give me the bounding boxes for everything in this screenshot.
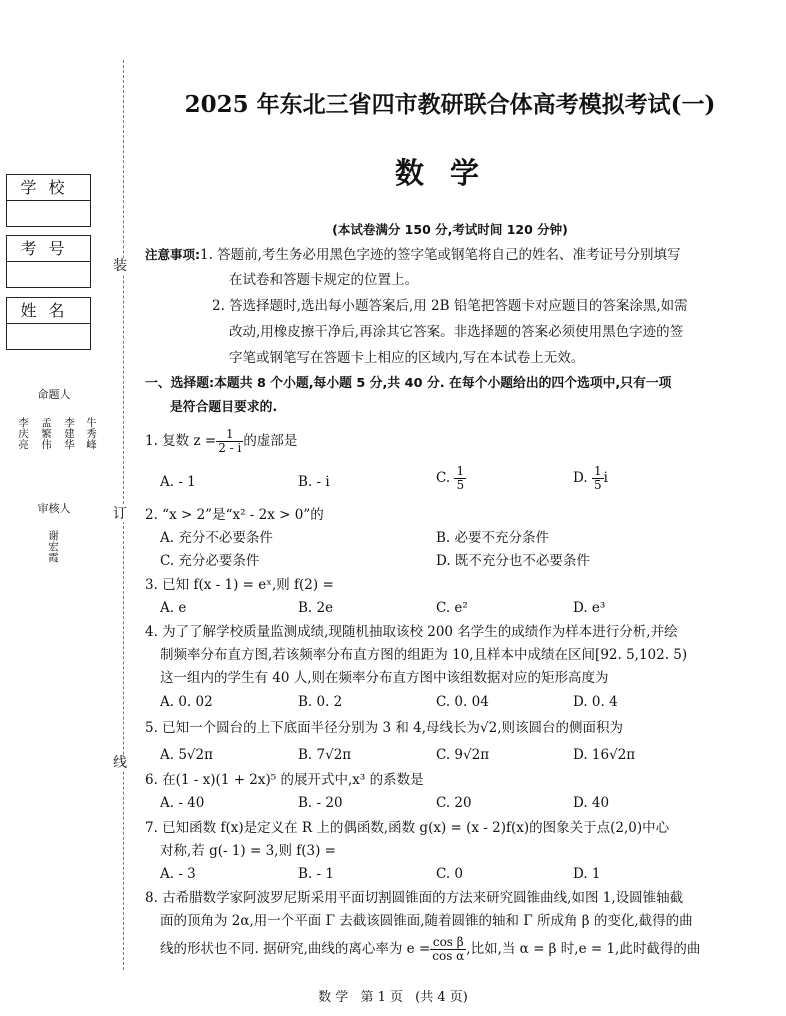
q1-option-a: A. - 1: [160, 474, 196, 490]
q7-option-d: D. 1: [573, 866, 601, 882]
binding-char-ding: 订: [113, 506, 127, 522]
setter-name: 李 建 华: [64, 417, 75, 451]
exam-number-field[interactable]: [7, 262, 90, 287]
name-box: [6, 297, 91, 350]
q3-option-c: C. e²: [436, 600, 468, 616]
q4-option-c: C. 0. 04: [436, 694, 489, 710]
q7-option-a: A. - 3: [160, 866, 196, 882]
question-1: 1. 复数 z = $\frac{1}{2 - i}$ 的虚部是: [145, 427, 298, 455]
school-box: [6, 174, 91, 227]
notice-line: 2. 答选择题时,选出每小题答案后,用 2B 铅笔把答题卡对应题目的答案涂黑,如需: [212, 298, 688, 314]
q1-option-b: B. - i: [298, 474, 330, 490]
notice-line: 字笔或钢笔写在答题卡上相应的区域内,写在本试卷上无效。: [229, 350, 585, 366]
notice-label: 注意事项:: [145, 247, 200, 262]
q6-option-b: B. - 20: [298, 795, 343, 811]
exam-number-label: 考号: [7, 236, 90, 262]
question-4-line: 这一组内的学生有 40 人,则在频率分布直方图中该组数据对应的矩形高度为: [160, 670, 609, 686]
name-field[interactable]: [7, 324, 90, 349]
q7-option-b: B. - 1: [298, 866, 334, 882]
q3-option-d: D. e³: [573, 600, 606, 616]
q1-option-d: D. $\frac{1}{5}$ i: [573, 464, 608, 492]
binding-char-xian: 线: [113, 755, 127, 771]
q6-option-d: D. 40: [573, 795, 610, 811]
exam-title: 2025 年东北三省四市教研联合体高考模拟考试(一): [184, 91, 716, 118]
question-4-line: 制频率分布直方图,若该频率分布直方图的组距为 10,且样本中成绩在区间[92. 5,102. 5): [160, 647, 688, 663]
setter-name: 李 庆 亮: [18, 417, 29, 451]
question-4-line: 4. 为了了解学校质量监测成绩,现随机抽取该校 200 名学生的成绩作为样本进行分析,并绘: [145, 624, 678, 640]
q6-option-c: C. 20: [436, 795, 472, 811]
q7-option-c: C. 0: [436, 866, 464, 882]
q5-option-a: A. 5√2π: [160, 747, 213, 763]
notice-line: 改动,用橡皮擦干净后,再涂其它答案。非选择题的答案必须使用黑色字迹的签: [229, 324, 684, 340]
question-3: 3. 已知 f(x - 1) = eˣ,则 f(2) =: [145, 577, 334, 593]
notice-line: 注意事项:1. 答题前,考生务必用黑色字迹的签字笔或钢笔将自己的姓名、准考证号分别填写: [145, 247, 681, 263]
q4-option-a: A. 0. 02: [160, 694, 213, 710]
q3-option-b: B. 2e: [298, 600, 334, 616]
q2-option-a: A. 充分不必要条件: [160, 530, 273, 546]
q2-option-b: B. 必要不充分条件: [436, 530, 550, 546]
reviewer-name: 谢 宏 霞: [48, 530, 59, 564]
footer-total: (共 4 页): [415, 990, 468, 1005]
q6-option-a: A. - 40: [160, 795, 205, 811]
question-5: 5. 已知一个圆台的上下底面半径分别为 3 和 4,母线长为√2,则该圆台的侧面积为: [145, 720, 623, 736]
footer-page: 第 1 页: [360, 990, 403, 1005]
q3-option-a: A. e: [160, 600, 187, 616]
q2-option-d: D. 既不充分也不必要条件: [436, 553, 590, 569]
q4-option-d: D. 0. 4: [573, 694, 618, 710]
setter-name: 孟 繁 伟: [41, 417, 52, 451]
notice-line: 在试卷和答题卡规定的位置上。: [229, 272, 418, 288]
question-7-line: 对称,若 g(- 1) = 3,则 f(3) =: [160, 843, 336, 859]
exam-number-box: [6, 235, 91, 288]
q5-option-c: C. 9√2π: [436, 747, 490, 763]
setter-name: 牛 秀 峰: [86, 417, 97, 451]
q2-option-c: C. 充分必要条件: [160, 553, 260, 569]
q4-option-b: B. 0. 2: [298, 694, 343, 710]
question-8-line: 8. 古希腊数学家阿波罗尼斯采用平面切割圆锥面的方法来研究圆锥曲线,如图 1,设圆锥轴截: [145, 890, 684, 906]
eccentricity-fraction: $\frac{\text{cos β}}{\text{cos α}}$: [432, 935, 465, 963]
footer-subject: 数 学: [318, 990, 349, 1005]
question-8-line: 线的形状也不同. 据研究,曲线的离心率为 e = $\frac{\text{cos β}}{\text{cos α}}$ ,比如,当 α = β 时,e = 1,此时截得的曲: [160, 935, 701, 963]
binding-char-zhuang: 装: [113, 258, 127, 274]
section-heading: 一、选择题:本题共 8 个小题,每小题 5 分,共 40 分. 在每个小题给出的四个选项中,只有一项: [145, 376, 672, 391]
q1-option-c: C. $\frac{1}{5}$: [436, 464, 465, 492]
question-2: 2. “x > 2”是“x² - 2x > 0”的: [145, 507, 324, 523]
page-footer: [0, 986, 786, 1005]
subject-title: 数学: [394, 156, 505, 190]
q1-fraction: $\frac{1}{2 - i}$: [218, 427, 242, 455]
school-label: 学校: [7, 175, 90, 201]
q5-option-b: B. 7√2π: [298, 747, 352, 763]
exam-note: (本试卷满分 150 分,考试时间 120 分钟): [332, 222, 568, 237]
reviewers-title: 审核人: [37, 502, 71, 515]
name-label: 姓名: [7, 298, 90, 324]
setters-title: 命题人: [37, 388, 71, 401]
q5-option-d: D. 16√2π: [573, 747, 636, 763]
section-heading-cont: 是符合题目要求的.: [170, 400, 278, 415]
question-6: 6. 在(1 - x)(1 + 2x)⁵ 的展开式中,x³ 的系数是: [145, 772, 424, 788]
school-field[interactable]: [7, 201, 90, 226]
question-8-line: 面的顶角为 2α,用一个平面 Γ 去截该圆锥面,随着圆锥的轴和 Γ 所成角 β 的变化,截得的曲: [160, 913, 693, 929]
question-7-line: 7. 已知函数 f(x)是定义在 R 上的偶函数,函数 g(x) = (x - 2)f(x)的图象关于点(2,0)中心: [145, 820, 670, 836]
